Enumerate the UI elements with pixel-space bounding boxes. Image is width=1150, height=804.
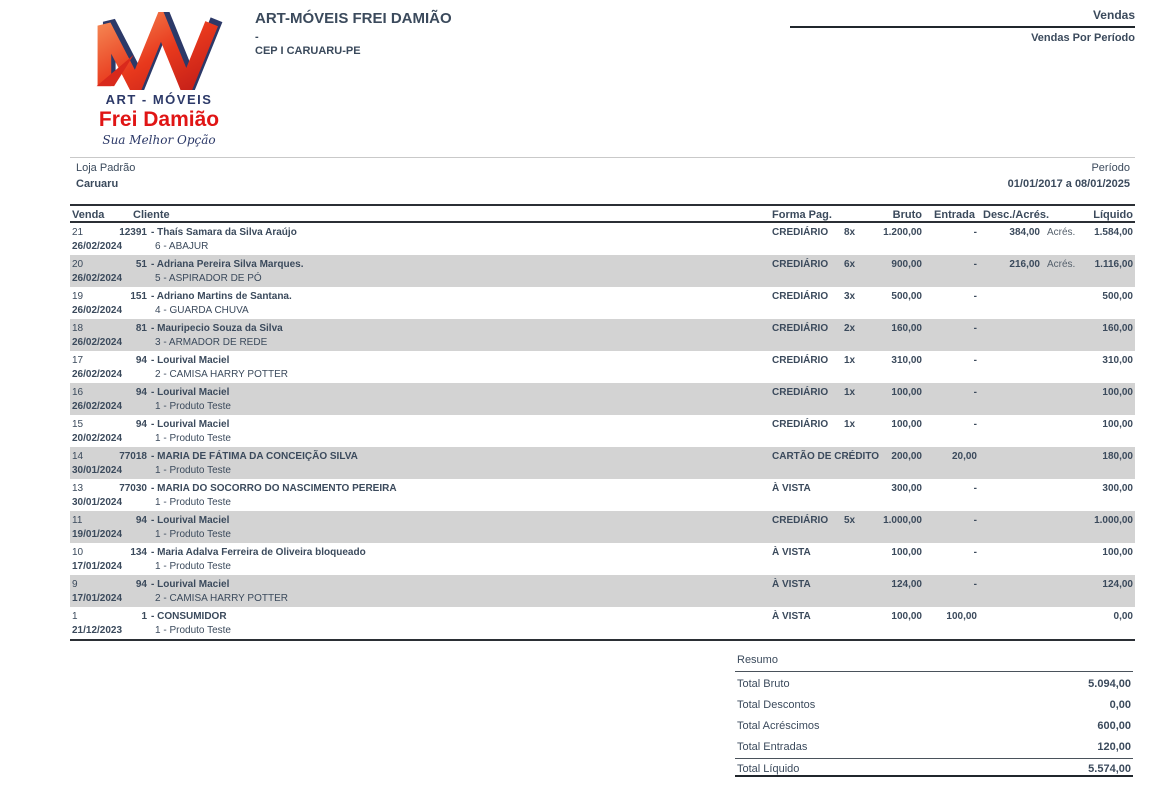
- discount-addition-value: 216,00: [1009, 259, 1040, 270]
- summary-title: Resumo: [735, 652, 1133, 672]
- net-value: 180,00: [1102, 451, 1133, 462]
- net-value: 1.000,00: [1094, 515, 1133, 526]
- product-line: 1 - Produto Teste: [155, 401, 231, 412]
- company-header: [255, 10, 452, 57]
- summary-row-value: 120,00: [1097, 741, 1131, 753]
- product-line: 6 - ABAJUR: [155, 241, 209, 252]
- client-code: 94: [135, 355, 147, 366]
- sale-date: 30/01/2024: [72, 465, 123, 476]
- gross-value: 300,00: [891, 483, 922, 494]
- header-venda: Venda: [72, 209, 105, 221]
- logo-tagline: Sua Melhor Opção: [102, 133, 216, 147]
- summary-row-value: 600,00: [1097, 720, 1131, 732]
- payment-method: CREDIÁRIO: [772, 387, 829, 398]
- client-code: 94: [135, 579, 147, 590]
- payment-method: CREDIÁRIO: [772, 419, 829, 430]
- down-payment: -: [973, 483, 977, 494]
- sale-number: 20: [72, 259, 84, 270]
- client-code: 151: [130, 291, 147, 302]
- payment-method: CREDIÁRIO: [772, 515, 829, 526]
- client-code: 94: [135, 387, 147, 398]
- period-value: 01/01/2017 a 08/01/2025: [1007, 178, 1130, 190]
- sale-date: 26/02/2024: [72, 273, 123, 284]
- down-payment: -: [973, 227, 977, 238]
- sale-number: 13: [72, 483, 84, 494]
- logo-text-frei-damiao: Frei Damião: [98, 108, 220, 131]
- summary-rows: [735, 675, 1133, 756]
- addition-suffix: Acrés.: [1047, 227, 1076, 238]
- logo-text-art-moveis: ART - MÓVEIS: [105, 92, 213, 107]
- installments: 6x: [844, 259, 856, 270]
- net-value: 500,00: [1102, 291, 1133, 302]
- down-payment: -: [973, 515, 977, 526]
- report-module-title: Vendas: [790, 8, 1135, 28]
- down-payment: -: [973, 419, 977, 430]
- header-desc-acres: Desc./Acrés.: [983, 209, 1050, 221]
- net-value: 300,00: [1102, 483, 1133, 494]
- client-name: - Lourival Maciel: [151, 387, 230, 398]
- down-payment: -: [973, 259, 977, 270]
- installments: 1x: [844, 387, 856, 398]
- sale-date: 30/01/2024: [72, 497, 123, 508]
- net-value: 100,00: [1102, 547, 1133, 558]
- table-row: [70, 287, 1135, 319]
- down-payment: -: [973, 291, 977, 302]
- client-name: - Lourival Maciel: [151, 355, 230, 366]
- gross-value: 310,00: [891, 355, 922, 366]
- client-name: - MARIA DE FÁTIMA DA CONCEIÇÃO SILVA: [151, 451, 358, 462]
- table-row: [70, 543, 1135, 575]
- down-payment: -: [973, 355, 977, 366]
- summary-row-label: Total Acréscimos: [737, 720, 820, 732]
- table-row: [70, 511, 1135, 543]
- gross-value: 100,00: [891, 419, 922, 430]
- sale-number: 14: [72, 451, 84, 462]
- product-line: 5 - ASPIRADOR DE PÓ: [155, 273, 262, 284]
- sale-number: 18: [72, 323, 84, 334]
- client-name: - MARIA DO SOCORRO DO NASCIMENTO PEREIRA: [151, 483, 397, 494]
- table-body: [70, 223, 1135, 641]
- client-code: 81: [135, 323, 147, 334]
- header-liquido: Líquido: [1093, 209, 1133, 221]
- product-line: 1 - Produto Teste: [155, 625, 231, 636]
- sale-date: 19/01/2024: [72, 529, 123, 540]
- sale-number: 11: [72, 515, 83, 526]
- product-line: 1 - Produto Teste: [155, 529, 231, 540]
- summary-row: [735, 717, 1133, 735]
- client-code: 134: [130, 547, 147, 558]
- header-divider: [70, 157, 1135, 158]
- client-code: 51: [135, 259, 147, 270]
- product-line: 1 - Produto Teste: [155, 561, 231, 572]
- sale-number: 21: [72, 227, 84, 238]
- client-name: - Maria Adalva Ferreira de Oliveira bloqueado: [151, 547, 366, 558]
- client-name: - Lourival Maciel: [151, 579, 230, 590]
- company-logo: [88, 12, 230, 147]
- product-line: 1 - Produto Teste: [155, 465, 231, 476]
- header-entrada: Entrada: [934, 209, 975, 221]
- down-payment: -: [973, 547, 977, 558]
- sale-date: 17/01/2024: [72, 593, 123, 604]
- down-payment: -: [973, 579, 977, 590]
- table-row: [70, 415, 1135, 447]
- table-header: [70, 204, 1135, 223]
- installments: 2x: [844, 323, 856, 334]
- down-payment: -: [973, 323, 977, 334]
- gross-value: 100,00: [891, 611, 922, 622]
- payment-method: À VISTA: [772, 483, 811, 494]
- summary-row: [735, 675, 1133, 693]
- table-row: [70, 223, 1135, 255]
- net-value: 124,00: [1102, 579, 1133, 590]
- product-line: 1 - Produto Teste: [155, 433, 231, 444]
- store-value: Caruaru: [76, 178, 119, 190]
- product-line: 4 - GUARDA CHUVA: [155, 305, 249, 316]
- installments: 1x: [844, 355, 856, 366]
- sale-date: 26/02/2024: [72, 241, 123, 252]
- table-row: [70, 383, 1135, 415]
- sale-date: 26/02/2024: [72, 337, 123, 348]
- client-code: 94: [135, 419, 147, 430]
- gross-value: 100,00: [891, 387, 922, 398]
- company-cep-city: CEP I CARUARU-PE: [255, 45, 361, 57]
- down-payment: 20,00: [951, 451, 977, 462]
- payment-method: CREDIÁRIO: [772, 355, 829, 366]
- payment-method: CREDIÁRIO: [772, 291, 829, 302]
- client-name: - Lourival Maciel: [151, 419, 230, 430]
- header-forma-pag: Forma Pag.: [772, 209, 832, 221]
- client-name: - Adriano Martins de Santana.: [151, 291, 292, 302]
- down-payment: -: [973, 387, 977, 398]
- addition-suffix: Acrés.: [1047, 259, 1076, 270]
- payment-method: CARTÃO DE CRÉDITO: [772, 451, 880, 462]
- sale-date: 21/12/2023: [72, 625, 123, 636]
- payment-method: À VISTA: [772, 547, 811, 558]
- client-name: - Mauripecio Souza da Silva: [151, 323, 283, 334]
- net-value: 310,00: [1102, 355, 1133, 366]
- client-name: - CONSUMIDOR: [151, 611, 227, 622]
- client-name: - Adriana Pereira Silva Marques.: [151, 259, 304, 270]
- down-payment: 100,00: [946, 611, 977, 622]
- summary-row-value: 0,00: [1109, 699, 1131, 711]
- report-identification: [790, 8, 1135, 44]
- installments: 1x: [844, 419, 856, 430]
- payment-method: CREDIÁRIO: [772, 259, 829, 270]
- sale-number: 16: [72, 387, 84, 398]
- net-value: 100,00: [1102, 387, 1133, 398]
- period-label: Período: [1091, 162, 1130, 174]
- payment-method: CREDIÁRIO: [772, 323, 829, 334]
- header-cliente: Cliente: [133, 209, 170, 221]
- client-code: 12391: [119, 227, 147, 238]
- gross-value: 1.000,00: [883, 515, 922, 526]
- net-value: 100,00: [1102, 419, 1133, 430]
- net-value: 0,00: [1113, 611, 1133, 622]
- sale-date: 26/02/2024: [72, 305, 123, 316]
- sale-number: 17: [72, 355, 84, 366]
- client-code: 94: [135, 515, 147, 526]
- sale-date: 26/02/2024: [72, 401, 123, 412]
- installments: 3x: [844, 291, 856, 302]
- company-address-line: -: [255, 31, 259, 43]
- sale-number: 1: [72, 611, 78, 622]
- client-code: 77030: [119, 483, 147, 494]
- summary-panel: [735, 652, 1133, 777]
- table-row: [70, 607, 1135, 639]
- discount-addition-value: 384,00: [1009, 227, 1040, 238]
- installments: 5x: [844, 515, 856, 526]
- sale-number: 19: [72, 291, 84, 302]
- table-row: [70, 479, 1135, 511]
- summary-total-value: 5.574,00: [1088, 763, 1131, 775]
- gross-value: 100,00: [891, 547, 922, 558]
- gross-value: 200,00: [891, 451, 922, 462]
- payment-method: À VISTA: [772, 611, 811, 622]
- table-row: [70, 255, 1135, 287]
- summary-total-label: Total Líquido: [737, 763, 800, 775]
- header-bruto: Bruto: [892, 209, 922, 221]
- summary-row: [735, 738, 1133, 756]
- sale-number: 15: [72, 419, 84, 430]
- product-line: 2 - CAMISA HARRY POTTER: [155, 369, 288, 380]
- payment-method: À VISTA: [772, 579, 811, 590]
- client-code: 1: [141, 611, 147, 622]
- gross-value: 1.200,00: [883, 227, 922, 238]
- product-line: 2 - CAMISA HARRY POTTER: [155, 593, 288, 604]
- net-value: 160,00: [1102, 323, 1133, 334]
- store-label: Loja Padrão: [76, 162, 136, 174]
- logo-monogram-icon: [89, 12, 229, 90]
- product-line: 1 - Produto Teste: [155, 497, 231, 508]
- sale-date: 26/02/2024: [72, 369, 123, 380]
- summary-row-label: Total Entradas: [737, 741, 808, 753]
- net-value: 1.116,00: [1094, 259, 1133, 270]
- gross-value: 900,00: [891, 259, 922, 270]
- sale-number: 10: [72, 547, 84, 558]
- sale-date: 20/02/2024: [72, 433, 123, 444]
- summary-row-label: Total Bruto: [737, 678, 790, 690]
- net-value: 1.584,00: [1094, 227, 1133, 238]
- table-row: [70, 447, 1135, 479]
- summary-row-value: 5.094,00: [1088, 678, 1131, 690]
- table-row: [70, 351, 1135, 383]
- payment-method: CREDIÁRIO: [772, 227, 829, 238]
- client-name: - Lourival Maciel: [151, 515, 230, 526]
- gross-value: 500,00: [891, 291, 922, 302]
- table-row: [70, 319, 1135, 351]
- gross-value: 124,00: [891, 579, 922, 590]
- client-name: - Thaís Samara da Silva Araújo: [151, 227, 297, 238]
- summary-row-label: Total Descontos: [737, 699, 816, 711]
- report-name: Vendas Por Período: [1031, 32, 1135, 44]
- client-code: 77018: [119, 451, 147, 462]
- product-line: 3 - ARMADOR DE REDE: [155, 337, 268, 348]
- summary-total-row: [735, 758, 1133, 777]
- installments: 8x: [844, 227, 856, 238]
- sale-date: 17/01/2024: [72, 561, 123, 572]
- gross-value: 160,00: [891, 323, 922, 334]
- company-name: ART-MÓVEIS FREI DAMIÃO: [255, 10, 452, 27]
- table-row: [70, 575, 1135, 607]
- sales-table: [70, 204, 1135, 641]
- summary-row: [735, 696, 1133, 714]
- sale-number: 9: [72, 579, 78, 590]
